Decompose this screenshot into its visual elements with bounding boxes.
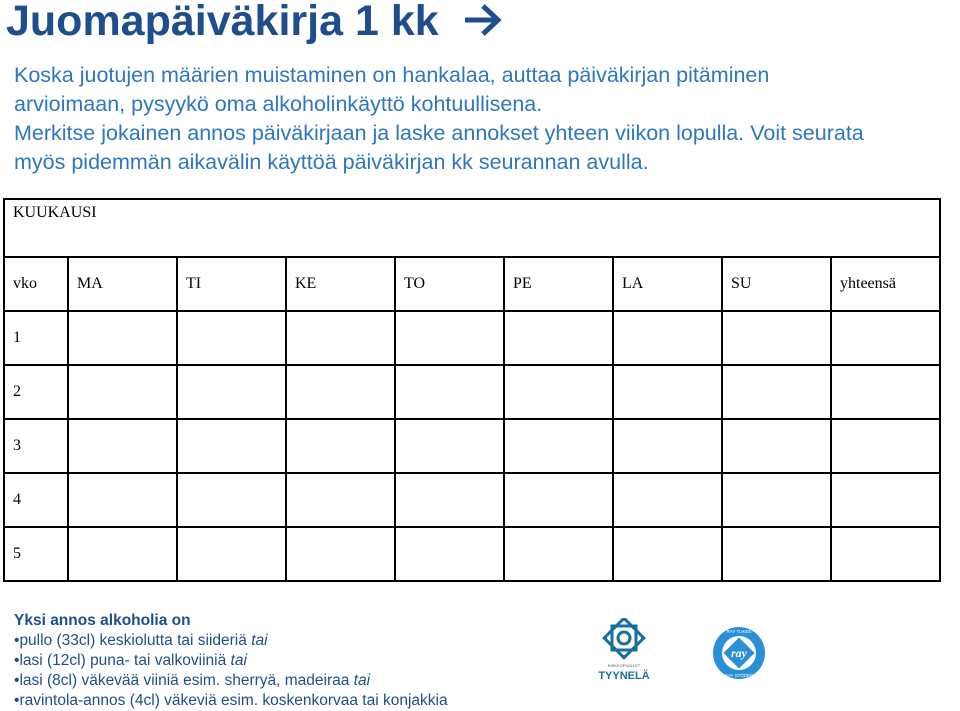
svg-text:RAY TUKEE: RAY TUKEE [726,629,752,634]
total-cell[interactable] [831,527,940,581]
list-item-text: lasi (12cl) puna- tai valkoviiniä [19,652,231,669]
total-cell[interactable] [831,473,940,527]
day-cell[interactable] [395,311,504,365]
unit-definition [14,611,448,711]
day-cell[interactable] [177,473,286,527]
day-cell[interactable] [177,419,286,473]
day-cell[interactable] [177,365,286,419]
ray-logo [712,626,766,680]
list-item-italic: tai [251,632,268,649]
arrow-right-icon [463,0,503,47]
header-tue: TI [177,257,286,311]
svg-text:ray: ray [731,646,747,660]
intro-line: arvioimaan, pysyykö oma alkoholinkäyttö kohtuullisena. [14,92,543,116]
day-cell[interactable] [286,365,395,419]
month-label: KUUKAUSI [4,199,940,257]
table-row [4,419,940,473]
day-cell[interactable] [395,419,504,473]
day-cell[interactable] [613,311,722,365]
table-row [4,311,940,365]
week-number: 1 [4,311,68,365]
day-cell[interactable] [68,527,177,581]
header-sun: SU [722,257,831,311]
day-cell[interactable] [68,473,177,527]
day-cell[interactable] [68,419,177,473]
total-cell[interactable] [831,419,940,473]
day-cell[interactable] [722,311,831,365]
day-cell[interactable] [286,473,395,527]
header-fri: PE [504,257,613,311]
header-wed: KE [286,257,395,311]
title-text: Juomapäiväkirja 1 kk [6,0,439,45]
list-item-text: pullo (33cl) keskiolutta tai siideriä [19,632,252,649]
header-thu: TO [395,257,504,311]
day-cell[interactable] [177,311,286,365]
monthly-drink-table [3,198,941,582]
day-cell[interactable] [504,419,613,473]
header-mon: MA [68,257,177,311]
week-number: 3 [4,419,68,473]
list-item-italic: tai [230,652,247,669]
table-row [4,365,940,419]
day-cell[interactable] [504,473,613,527]
day-cell[interactable] [395,365,504,419]
table-row [4,527,940,581]
intro-line: Merkitse jokainen annos päiväkirjaan ja laske annokset yhteen viikon lopulla. Voit seurata [14,121,864,145]
week-number: 2 [4,365,68,419]
total-cell[interactable] [831,365,940,419]
tyynela-logo [593,618,655,688]
total-cell[interactable] [831,311,940,365]
month-row [4,199,940,257]
day-cell[interactable] [613,419,722,473]
week-number: 5 [4,527,68,581]
day-cell[interactable] [68,311,177,365]
header-total: yhteensä [831,257,940,311]
day-cell[interactable] [395,473,504,527]
day-cell[interactable] [722,527,831,581]
day-cell[interactable] [395,527,504,581]
svg-text:RAY STÖDER: RAY STÖDER [724,673,754,678]
list-item-italic: tai [353,672,371,689]
unit-title: Yksi annos alkoholia on [14,612,191,629]
day-cell[interactable] [722,365,831,419]
list-item: •pullo (33cl) keskiolutta tai siideriä tai [14,632,268,649]
day-cell[interactable] [613,527,722,581]
week-number: 4 [4,473,68,527]
day-cell[interactable] [286,311,395,365]
list-item-text: ravintola-annos (4cl) väkeviä esim. koskenkorvaa tai konjakkia [19,692,448,709]
svg-text:KIRKKOPIUILLET: KIRKKOPIUILLET [607,663,641,668]
day-cell[interactable] [613,365,722,419]
day-cell[interactable] [68,365,177,419]
day-cell[interactable] [504,527,613,581]
svg-text:TYYNELÄ: TYYNELÄ [598,670,650,682]
day-cell[interactable] [286,419,395,473]
day-cell[interactable] [177,527,286,581]
intro-line: Koska juotujen määrien muistaminen on hankalaa, auttaa päiväkirjan pitäminen [14,63,770,87]
list-item: •lasi (12cl) puna- tai valkoviiniä tai [14,652,247,669]
table-row [4,473,940,527]
header-week: vko [4,257,68,311]
list-item-text: lasi (8cl) väkevää viiniä esim. sherryä, madeiraa [19,672,354,689]
day-cell[interactable] [722,419,831,473]
day-cell[interactable] [613,473,722,527]
list-item: •lasi (8cl) väkevää viiniä esim. sherryä, madeiraa tai [14,672,371,689]
header-row [4,257,940,311]
intro-text [14,61,959,177]
page-title [6,0,503,47]
day-cell[interactable] [722,473,831,527]
intro-line: myös pidemmän aikavälin käyttöä päiväkirjan kk seurannan avulla. [14,150,649,174]
day-cell[interactable] [504,311,613,365]
day-cell[interactable] [286,527,395,581]
header-sat: LA [613,257,722,311]
day-cell[interactable] [504,365,613,419]
list-item: •ravintola-annos (4cl) väkeviä esim. koskenkorvaa tai konjakkia [14,692,448,709]
